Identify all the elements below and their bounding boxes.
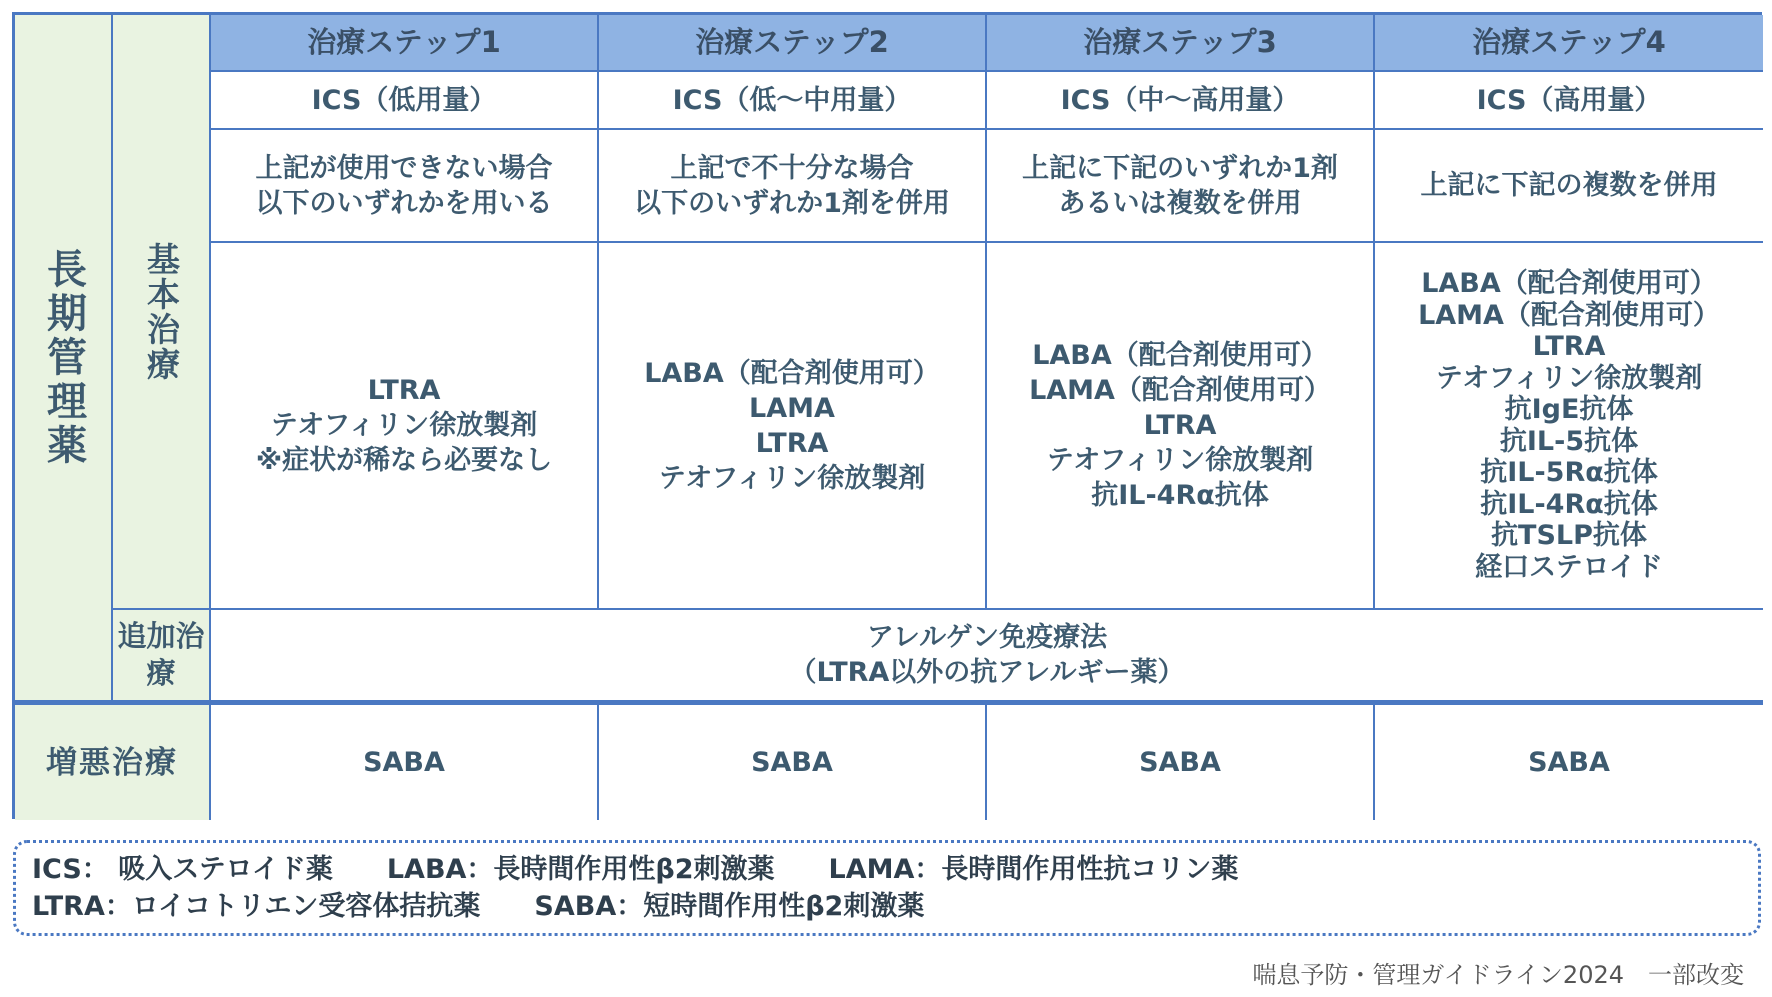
step2-ics: ICS（低～中用量） [599,72,987,130]
step4-ics: ICS（高用量） [1375,72,1763,130]
legend-line-1: ICS： 吸入ステロイド薬 LABA：長時間作用性β2刺激薬 LAMA：長時間作用性抗コリン薬 [32,854,1239,885]
step3-instruction: 上記に下記のいずれか1剤 あるいは複数を併用 [987,130,1375,243]
long-term-label: 長期管理薬 [15,15,113,702]
step3-exacerbation: SABA [987,702,1375,820]
step1-drugs: LTRA テオフィリン徐放製剤 ※症状が稀なら必要なし [211,243,599,610]
abbreviation-legend [13,840,1761,936]
step4-drugs: LABA（配合剤使用可） LAMA（配合剤使用可） LTRA テオフィリン徐放製剤 抗IgE抗体 抗IL-5抗体 抗IL-5Rα抗体 抗IL-4Rα抗体 抗TSLP抗体 経口ステロイド [1375,243,1763,610]
step1-ics: ICS（低用量） [211,72,599,130]
step4-instruction: 上記に下記の複数を併用 [1375,130,1763,243]
step2-header: 治療ステップ2 [599,15,987,72]
additional-treatment-label: 追加治療 [113,610,211,702]
step2-drugs: LABA（配合剤使用可） LAMA LTRA テオフィリン徐放製剤 [599,243,987,610]
exacerbation-label: 増悪治療 [15,702,211,820]
basic-treatment-label: 基本治療 [113,15,211,610]
source-citation: 喘息予防・管理ガイドライン2024 一部改変 [1252,961,1744,989]
step4-exacerbation: SABA [1375,702,1763,820]
legend-line-2: LTRA：ロイコトリエン受容体拮抗薬 SABA：短時間作用性β2刺激薬 [32,891,925,922]
step3-ics: ICS（中～高用量） [987,72,1375,130]
step4-header: 治療ステップ4 [1375,15,1763,72]
step1-header: 治療ステップ1 [211,15,599,72]
step3-drugs: LABA（配合剤使用可） LAMA（配合剤使用可） LTRA テオフィリン徐放製剤 抗IL-4Rα抗体 [987,243,1375,610]
step3-header: 治療ステップ3 [987,15,1375,72]
step2-instruction: 上記で不十分な場合 以下のいずれか1剤を併用 [599,130,987,243]
step1-instruction: 上記が使用できない場合 以下のいずれかを用いる [211,130,599,243]
additional-treatment-content: アレルゲン免疫療法 （LTRA以外の抗アレルギー薬） [211,610,1763,702]
treatment-step-table [12,12,1762,819]
step1-exacerbation: SABA [211,702,599,820]
step2-exacerbation: SABA [599,702,987,820]
